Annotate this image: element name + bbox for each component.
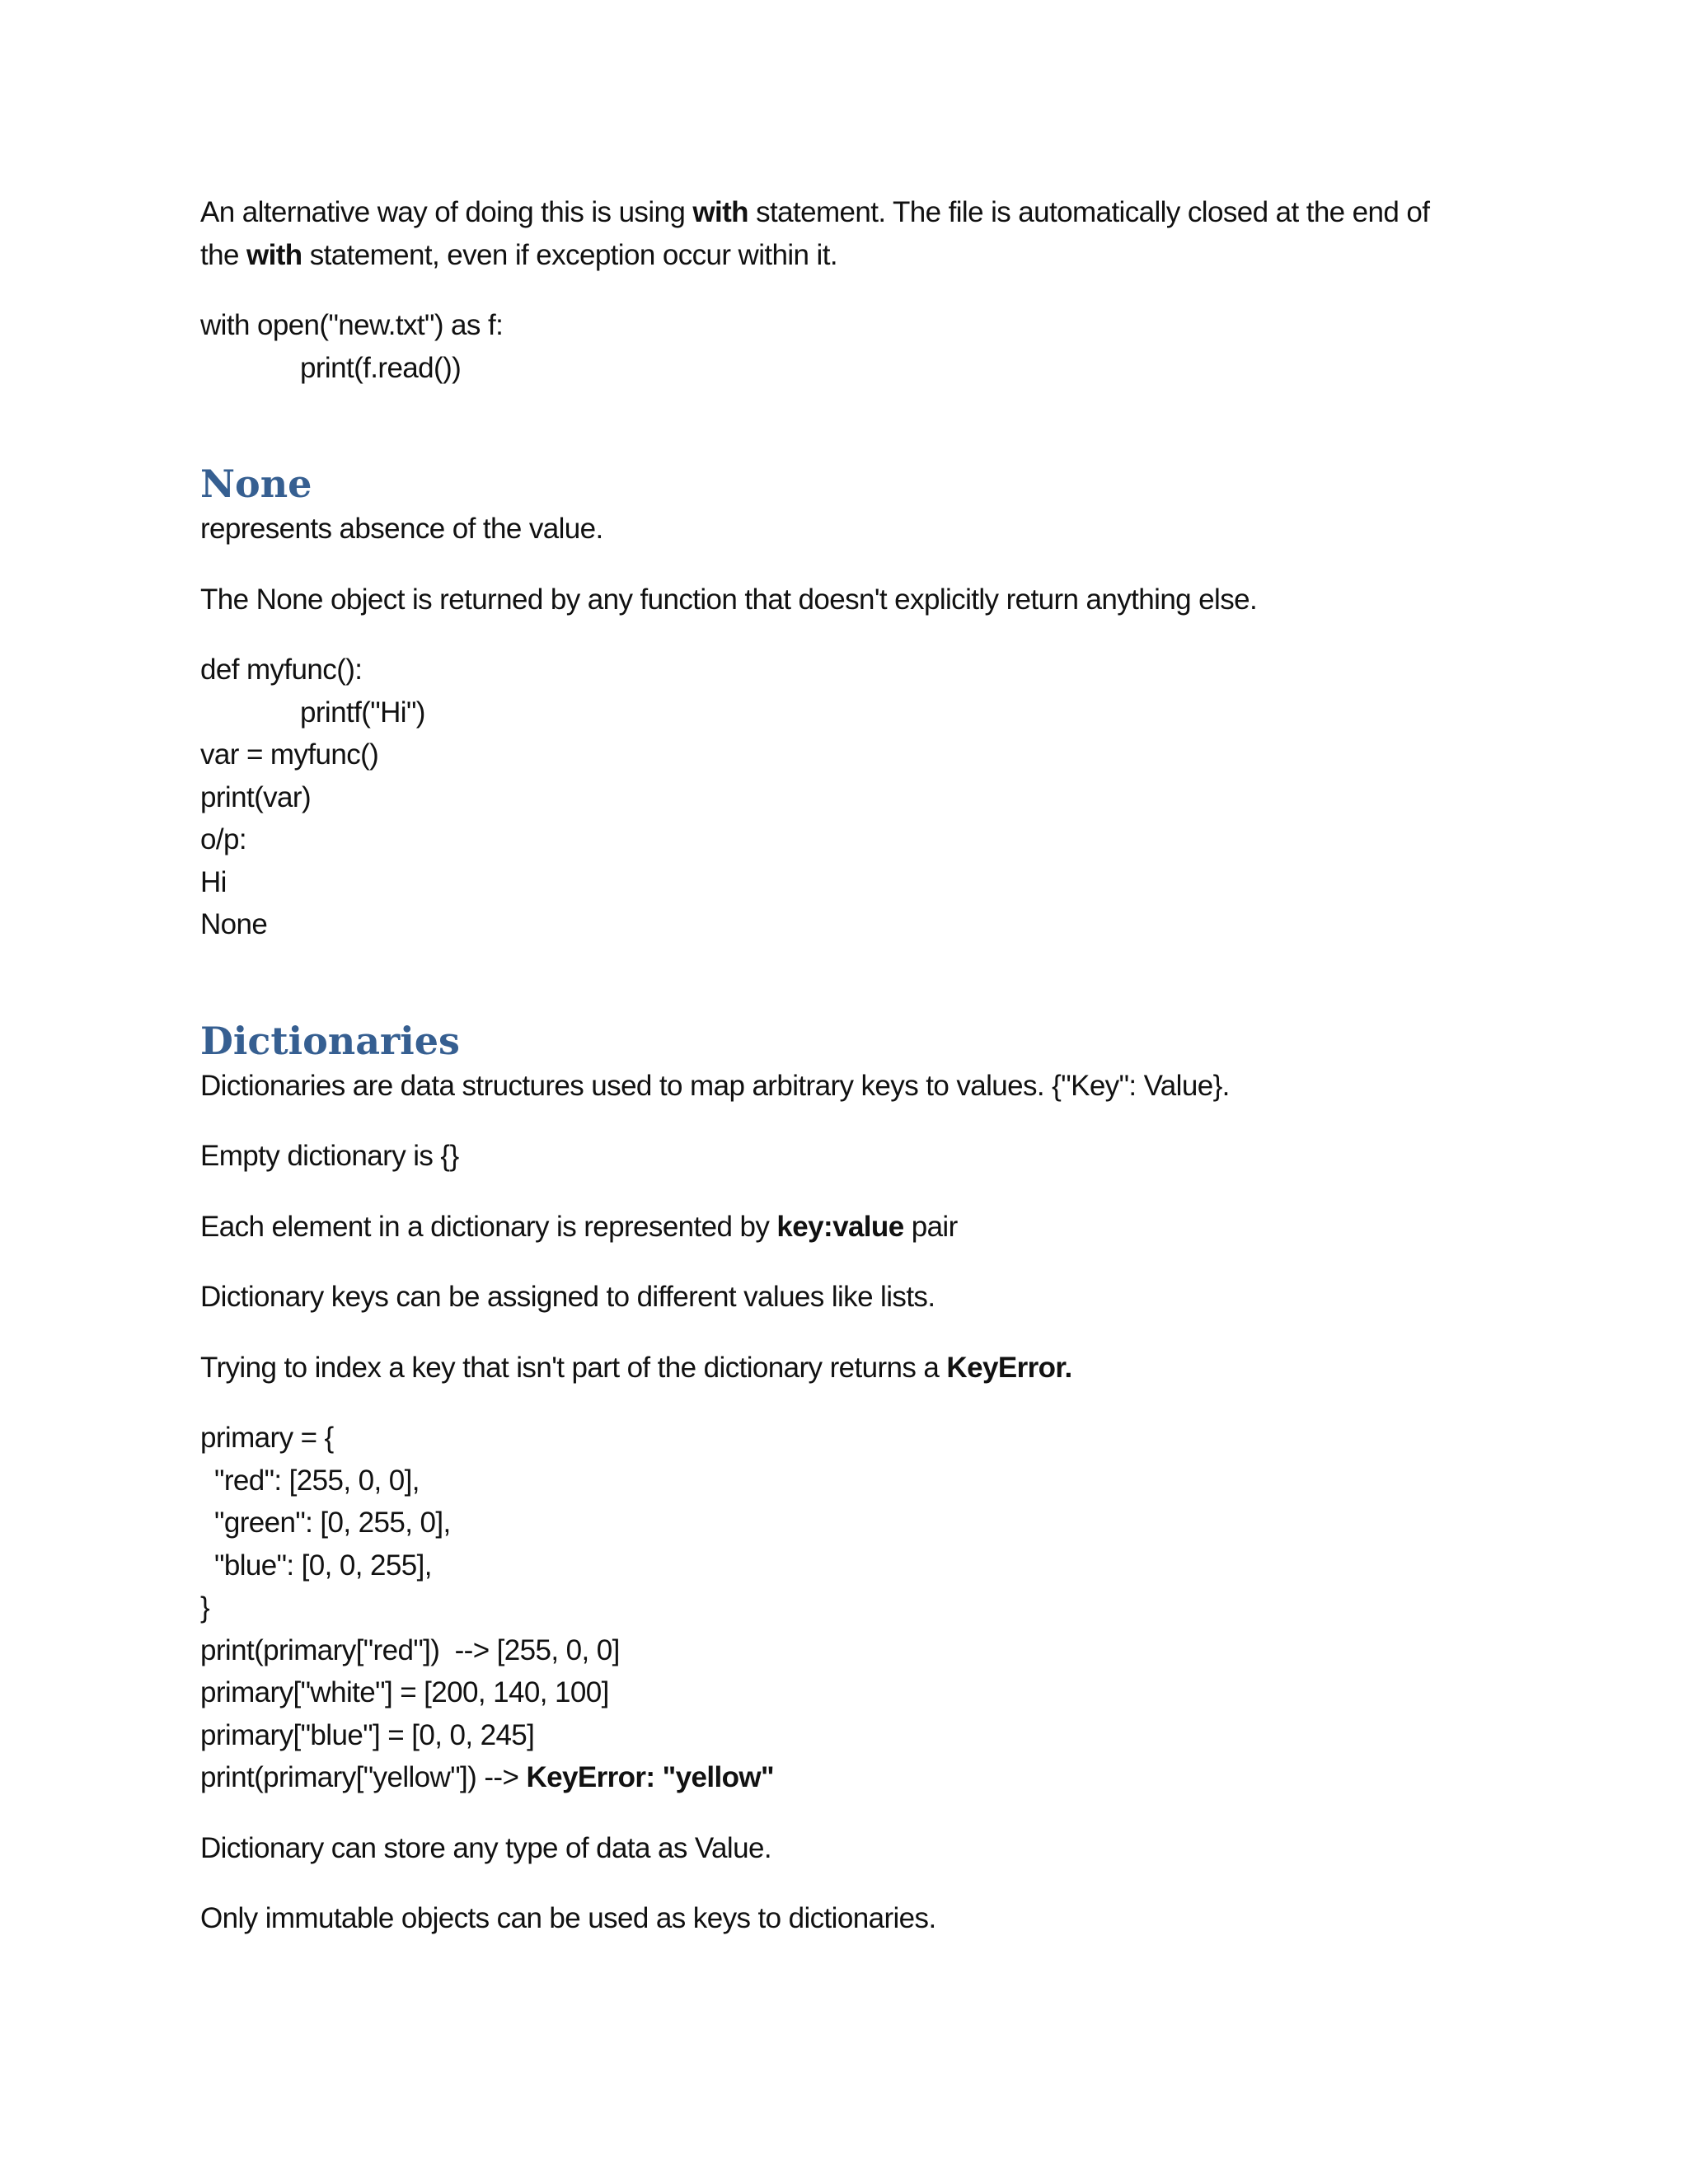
code-line: with open("new.txt") as f: (200, 309, 504, 341)
code-line: Hi (200, 865, 227, 898)
dict-paragraph: Each element in a dictionary is represented by key:value pair (200, 1210, 958, 1243)
keyword-key-value: key:value (776, 1210, 904, 1243)
code-line: print(var) (200, 780, 312, 813)
none-code-block (200, 649, 1486, 946)
keyword-with: with (692, 196, 748, 228)
intro-text: the (200, 238, 246, 271)
code-line: printf("Hi") (300, 696, 425, 729)
code-line: primary = { (200, 1422, 334, 1454)
keyword-keyerror-yellow: KeyError: "yellow" (526, 1761, 774, 1793)
code-line: print(primary["yellow"]) --> KeyError: "yellow" (200, 1761, 774, 1793)
document-body (200, 191, 1486, 1968)
code-line: var = myfunc() (200, 738, 379, 771)
code-line: o/p: (200, 823, 246, 855)
code-line: None (200, 908, 268, 940)
dict-code-block (200, 1417, 1486, 1799)
section-heading-dictionaries: Dictionaries (200, 1018, 460, 1063)
intro-text: An alternative way of doing this is using (200, 196, 693, 228)
dict-paragraph: Trying to index a key that isn't part of the dictionary returns a KeyError. (200, 1351, 1072, 1384)
section-heading-none: None (200, 462, 312, 506)
code-line: print(primary["red"]) --> [255, 0, 0] (200, 1633, 620, 1666)
dict-paragraph: Dictionaries are data structures used to map arbitrary keys to values. {"Key": Value}. (200, 1069, 1230, 1102)
intro-text: statement, even if exception occur within it. (302, 238, 837, 271)
intro-text: statement. The file is automatically closed at the end of (748, 196, 1430, 228)
keyword-with: with (246, 238, 302, 271)
code-line: print(f.read()) (300, 351, 462, 384)
code-line: primary["blue"] = [0, 0, 245] (200, 1718, 535, 1751)
dict-paragraph: Empty dictionary is {} (200, 1140, 459, 1172)
dict-paragraph: Dictionary keys can be assigned to different values like lists. (200, 1281, 935, 1313)
dict-paragraph: Dictionary can store any type of data as Value. (200, 1831, 771, 1864)
code-line: "blue": [0, 0, 255], (214, 1549, 432, 1582)
code-line: def myfunc(): (200, 654, 363, 686)
with-code-block (200, 304, 1486, 389)
code-line: "green": [0, 255, 0], (214, 1507, 451, 1539)
dict-paragraph: Only immutable objects can be used as keys to dictionaries. (200, 1902, 936, 1934)
code-line: "red": [255, 0, 0], (214, 1464, 420, 1497)
keyword-keyerror: KeyError. (946, 1351, 1072, 1384)
none-paragraph: represents absence of the value. (200, 513, 603, 545)
code-line: primary["white"] = [200, 140, 100] (200, 1676, 609, 1708)
intro-paragraph (200, 191, 1486, 276)
code-line: } (200, 1591, 210, 1624)
none-paragraph: The None object is returned by any function that doesn't explicitly return anything else. (200, 583, 1258, 616)
